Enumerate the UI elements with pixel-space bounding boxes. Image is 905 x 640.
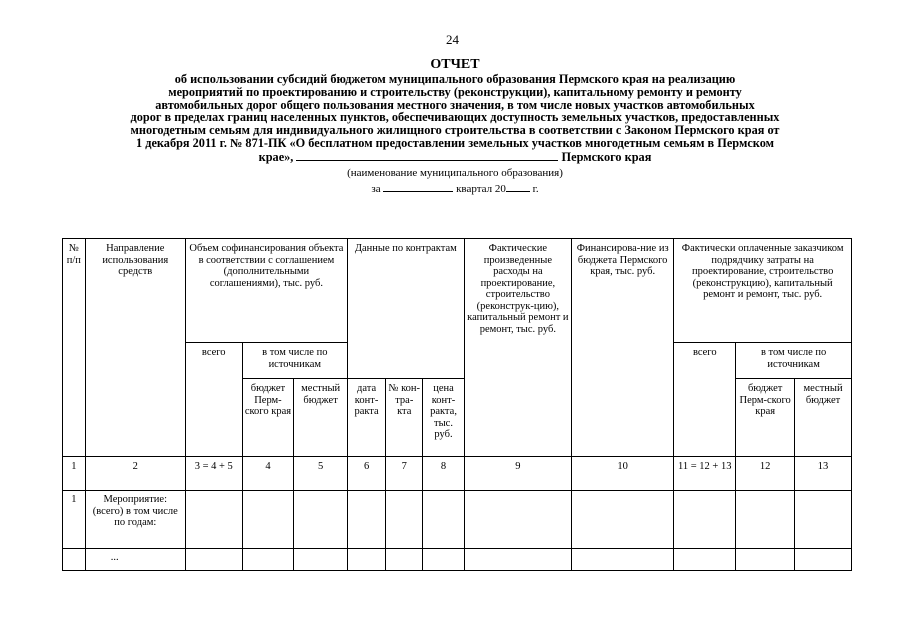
report-title: ОТЧЕТ (430, 57, 480, 72)
row-num (63, 549, 86, 571)
header-paid-costs: Фактически оплаченные заказчиком подрядчику затраты на проектирование, строительство (реконструкцию), капитальный ремонт и ремонт, тыс. руб. (674, 239, 852, 343)
table-cell[interactable] (294, 491, 348, 549)
column-number: 9 (464, 457, 571, 491)
subtitle-last-line-start: крае», (258, 149, 294, 164)
header-direction: Направление использования средств (85, 239, 185, 457)
page-number: 24 (446, 32, 459, 47)
table-cell[interactable] (674, 549, 736, 571)
table-cell[interactable] (572, 549, 674, 571)
column-number: 7 (386, 457, 423, 491)
subtitle-line: дорог в пределах границ населенных пунктов, обеспечивающих доступность земельных участков, предоставленных (130, 110, 780, 125)
column-numbers-row (63, 457, 852, 491)
column-number: 4 (242, 457, 294, 491)
table-cell[interactable] (674, 491, 736, 549)
column-number: 10 (572, 457, 674, 491)
report-title-block (50, 57, 860, 196)
header-row-1 (63, 239, 852, 343)
subtitle-line: автомобильных дорог общего пользования местного значения, в том числе новых участков автомобильных (155, 97, 755, 112)
quarter-blank[interactable] (383, 182, 453, 192)
table-cell[interactable] (347, 491, 385, 549)
table-cell[interactable] (185, 549, 242, 571)
table-cell[interactable] (572, 491, 674, 549)
subtitle-line: мероприятий по проектированию и строительству (реконструкции), капитальному ремонту и ремонту (168, 84, 742, 99)
table-cell[interactable] (347, 549, 385, 571)
subtitle-line: 1 декабря 2011 г. № 871-ПК «О бесплатном предоставлении земельных участков многодетным семьям в Пермском (136, 135, 774, 150)
header-total-paid: всего (674, 343, 736, 457)
table-cell[interactable] (242, 549, 294, 571)
header-regional-budget: бюджет Перм-ского края (242, 379, 294, 457)
period-prefix: за (371, 182, 381, 195)
header-cofinance: Объем софинансирования объекта в соответствии с соглашением (дополнительными соглашениями), тыс. руб. (185, 239, 347, 343)
row-direction: ... (85, 549, 185, 571)
table-cell[interactable] (795, 549, 852, 571)
column-number: 5 (294, 457, 348, 491)
subtitle-line: многодетным семьям для индивидуального жилищного строительства в соответствии с Законом Пермского края от (130, 123, 780, 138)
table-cell[interactable] (242, 491, 294, 549)
table-cell[interactable] (294, 549, 348, 571)
period-middle: квартал 20 (456, 182, 506, 195)
subtitle-last-line (50, 150, 860, 164)
header-including-sources: в том числе по источникам (242, 343, 347, 379)
table-cell[interactable] (386, 549, 423, 571)
table-cell[interactable] (464, 549, 571, 571)
row-direction: Мероприятие: (всего) в том числе по годам: (85, 491, 185, 549)
report-subtitle (50, 73, 860, 164)
table-cell[interactable] (464, 491, 571, 549)
header-contract-price: цена конт-ракта, тыс. руб. (423, 379, 464, 457)
report-table (62, 238, 852, 571)
header-actual-expenses: Фактические произведенные расходы на проектирование, строительство (реконструк-цию), капитальный ремонт и ремонт, тыс. руб. (464, 239, 571, 457)
header-total: всего (185, 343, 242, 457)
subtitle-last-line-end: Пермского края (561, 149, 652, 164)
column-number: 2 (85, 457, 185, 491)
year-blank[interactable] (506, 182, 530, 192)
row-num: 1 (63, 491, 86, 549)
table-row (63, 491, 852, 549)
header-num: № п/п (63, 239, 86, 457)
municipality-caption: (наименование муниципального образования) (347, 166, 563, 179)
table-cell[interactable] (423, 491, 464, 549)
header-contract-number: № кон-тра-кта (386, 379, 423, 457)
column-number: 6 (347, 457, 385, 491)
table-cell[interactable] (185, 491, 242, 549)
header-including-sources-paid: в том числе по источникам (736, 343, 852, 379)
header-contracts: Данные по контрактам (347, 239, 464, 379)
header-local-budget-paid: местный бюджет (795, 379, 852, 457)
column-number: 8 (423, 457, 464, 491)
column-number: 3 = 4 + 5 (185, 457, 242, 491)
header-contract-date: дата конт-ракта (347, 379, 385, 457)
table-row (63, 549, 852, 571)
header-local-budget: местный бюджет (294, 379, 348, 457)
header-regional-funding: Финансирова-ние из бюджета Пермского края, тыс. руб. (572, 239, 674, 457)
period-line (50, 182, 860, 196)
column-number: 12 (736, 457, 795, 491)
subtitle-line: об использовании субсидий бюджетом муниципального образования Пермского края на реализацию (174, 72, 736, 86)
column-number: 11 = 12 + 13 (674, 457, 736, 491)
column-number: 13 (795, 457, 852, 491)
header-regional-budget-paid: бюджет Перм-ского края (736, 379, 795, 457)
table-cell[interactable] (423, 549, 464, 571)
table-cell[interactable] (386, 491, 423, 549)
table-cell[interactable] (736, 491, 795, 549)
table-cell[interactable] (736, 549, 795, 571)
municipality-name-blank[interactable] (296, 150, 558, 161)
table-cell[interactable] (795, 491, 852, 549)
column-number: 1 (63, 457, 86, 491)
period-suffix: г. (532, 182, 539, 195)
